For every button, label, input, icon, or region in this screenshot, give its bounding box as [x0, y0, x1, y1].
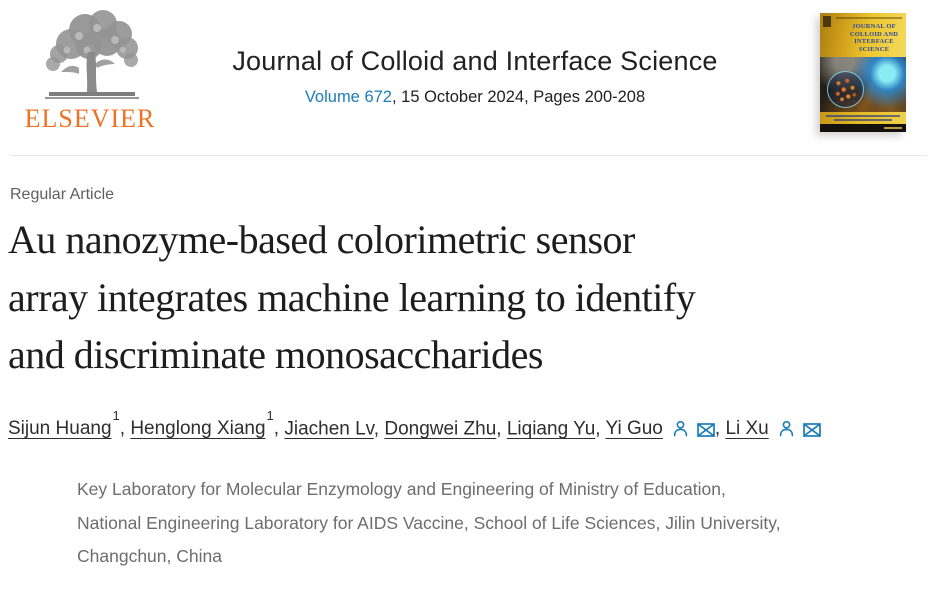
article-title-line: Au nanozyme-based colorimetric sensor	[8, 217, 635, 262]
cover-footer-band	[820, 124, 906, 132]
author-list	[8, 408, 933, 440]
header-divider	[10, 155, 927, 156]
volume-link[interactable]: Volume 672	[304, 88, 392, 106]
author-profile-button[interactable]	[672, 420, 689, 437]
cover-microtext-line	[836, 17, 902, 19]
author-email-button[interactable]	[697, 423, 715, 437]
article-title	[8, 211, 918, 384]
author-profile-button[interactable]	[778, 420, 795, 437]
author-link-henglong-xiang[interactable]: Henglong Xiang	[130, 418, 266, 440]
author-link-yi-guo[interactable]: Yi Guo	[605, 418, 663, 440]
article-title-line: and discriminate monosaccharides	[8, 332, 543, 377]
author-link-sijun-huang[interactable]: Sijun Huang	[8, 418, 112, 440]
article-type-label: Regular Article	[10, 186, 115, 203]
article-title-line: array integrates machine learning to identify	[8, 274, 696, 320]
author-affiliation-sup: 1	[112, 408, 120, 423]
author-separator: ,	[373, 418, 385, 440]
author-separator: ,	[496, 418, 507, 440]
author-item	[130, 408, 285, 440]
author-item	[507, 418, 606, 439]
author-email-button[interactable]	[803, 423, 821, 437]
cover-caption-band	[820, 112, 906, 124]
author-link-jiachen-lv[interactable]: Jiachen Lv	[284, 418, 374, 440]
journal-masthead	[175, 46, 775, 107]
envelope-icon	[697, 423, 715, 437]
volume-issue-line	[175, 88, 775, 107]
cover-elsevier-mark-icon	[823, 16, 831, 27]
person-icon	[672, 420, 689, 437]
cover-particle-circle	[827, 71, 864, 108]
journal-cover-thumbnail[interactable]	[820, 13, 906, 132]
elsevier-logo[interactable]	[14, 6, 166, 134]
cover-caption-line	[826, 115, 900, 117]
person-icon	[778, 420, 795, 437]
elsevier-wordmark: ELSEVIER	[24, 104, 156, 133]
author-item	[8, 408, 131, 440]
author-link-liqiang-yu[interactable]: Liqiang Yu	[506, 418, 596, 440]
author-item	[284, 418, 384, 439]
journal-title-link[interactable]: Journal of Colloid and Interface Science	[232, 46, 718, 76]
author-item	[605, 418, 725, 439]
author-separator: ,	[273, 418, 285, 440]
author-affiliation-sup: 1	[266, 408, 274, 423]
affiliation-block	[77, 473, 897, 574]
issue-info: , 15 October 2024, Pages 200-208	[391, 88, 646, 106]
envelope-icon	[803, 423, 821, 437]
author-item	[384, 418, 507, 439]
author-link-dongwei-zhu[interactable]: Dongwei Zhu	[384, 418, 497, 440]
author-link-li-xu[interactable]: Li Xu	[725, 418, 769, 440]
author-separator: ,	[119, 418, 131, 440]
elsevier-tree-icon	[27, 6, 153, 102]
cover-artwork	[820, 57, 906, 112]
author-separator: ,	[595, 418, 606, 440]
author-separator: ,	[714, 418, 726, 440]
cover-footer-text-dash	[884, 127, 902, 129]
cover-journal-title: JOURNAL OF COLLOID AND INTERFACE SCIENCE	[849, 23, 899, 53]
cover-caption-line	[834, 119, 892, 121]
author-item	[725, 418, 820, 439]
affiliation-line: National Engineering Laboratory for AIDS Vaccine, School of Life Sciences, Jilin University,	[77, 512, 781, 533]
affiliation-line: Key Laboratory for Molecular Enzymology and Engineering of Ministry of Education,	[77, 479, 726, 499]
affiliation-line: Changchun, China	[77, 546, 222, 566]
cover-header-band	[820, 13, 906, 57]
